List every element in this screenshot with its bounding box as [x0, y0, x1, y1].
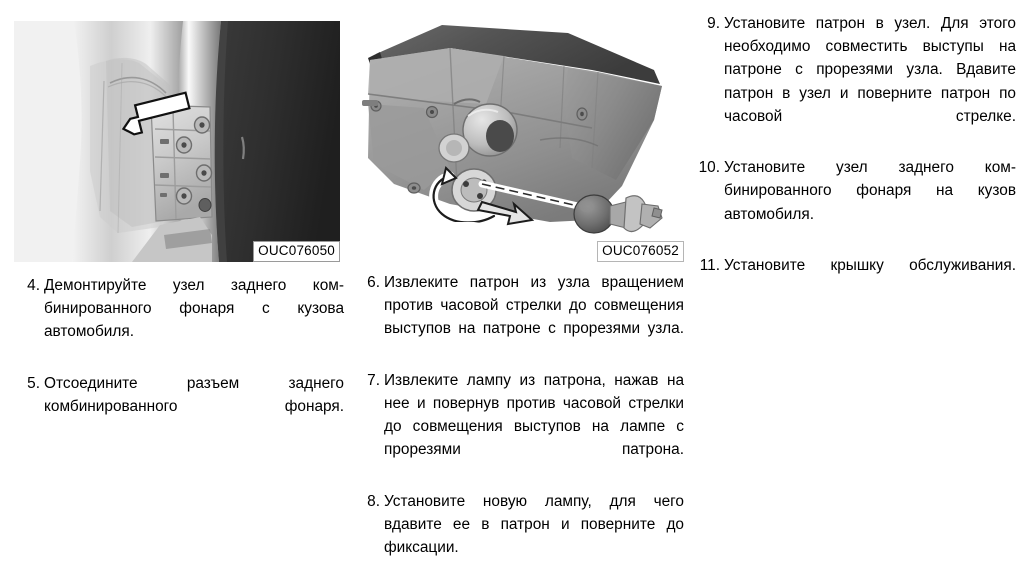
mounting-bolt — [195, 117, 210, 133]
step-item — [354, 490, 684, 583]
mounting-bolt — [197, 165, 212, 181]
rear-combination-lamp-removal-illustration — [14, 21, 340, 262]
step-item — [14, 274, 344, 367]
step-item — [686, 254, 1016, 300]
step-text: Установите патрон в узел. Для этого необходимо совместить выступы на патроне с прорезями узла. Вдавите патрон в узел и поверните патрон по часовой стрелке. — [724, 15, 1016, 125]
step-number: 9. — [707, 15, 720, 32]
middle-column — [354, 0, 684, 588]
step-item — [354, 369, 684, 485]
steps-list-middle — [354, 271, 684, 583]
step-number: 8. — [367, 492, 380, 510]
step-number: 7. — [367, 371, 380, 389]
step-number: 6. — [367, 274, 380, 291]
left-column — [14, 0, 344, 446]
step-item — [354, 271, 684, 364]
figure-bulb-socket-removal — [354, 8, 684, 262]
step-number: 11. — [699, 257, 720, 275]
step-text: Установите крышку обслуживания. — [724, 257, 1016, 275]
step-text: Извлеките лампу из патрона, нажав на нее и повернув против часовой стрелки до совмещения выступов на лампе с прорезями патрона. — [384, 371, 684, 459]
bulb-port — [463, 104, 517, 156]
step-text: Установите узел заднего комбинированного фонаря на кузов автомобиля. — [724, 159, 1016, 223]
mounting-bolt — [177, 188, 192, 204]
steps-list-right — [686, 12, 1016, 300]
steps-list-left — [14, 274, 344, 441]
step-item — [14, 372, 344, 442]
step-number: 4. — [27, 277, 40, 294]
figure-1-caption: OUC076050 — [253, 241, 340, 262]
secondary-port — [439, 134, 469, 162]
step-item — [686, 156, 1016, 249]
step-item — [686, 12, 1016, 151]
step-text: Извлеките патрон из узла вращением против часовой стрелки до совмещения выступов на патроне с прорезями узла. — [384, 274, 684, 338]
step-text: Демонтируйте узел заднего комбинированного фонаря с кузова автомобиля. — [44, 277, 344, 341]
mounting-bolt — [177, 137, 192, 153]
step-number: 10. — [698, 159, 720, 177]
bulb-socket-removal-illustration — [354, 8, 684, 262]
step-number: 5. — [27, 374, 40, 392]
step-text: Отсоедините разъем заднего комбинированного фонаря. — [44, 374, 344, 416]
figure-2-caption: OUC076052 — [597, 241, 684, 262]
right-column — [686, 0, 1016, 305]
step-text: Установите новую лампу, для чего вдавите ее в патрон и поверните до фиксации. — [384, 492, 684, 557]
figure-rear-lamp-removal — [14, 21, 340, 262]
